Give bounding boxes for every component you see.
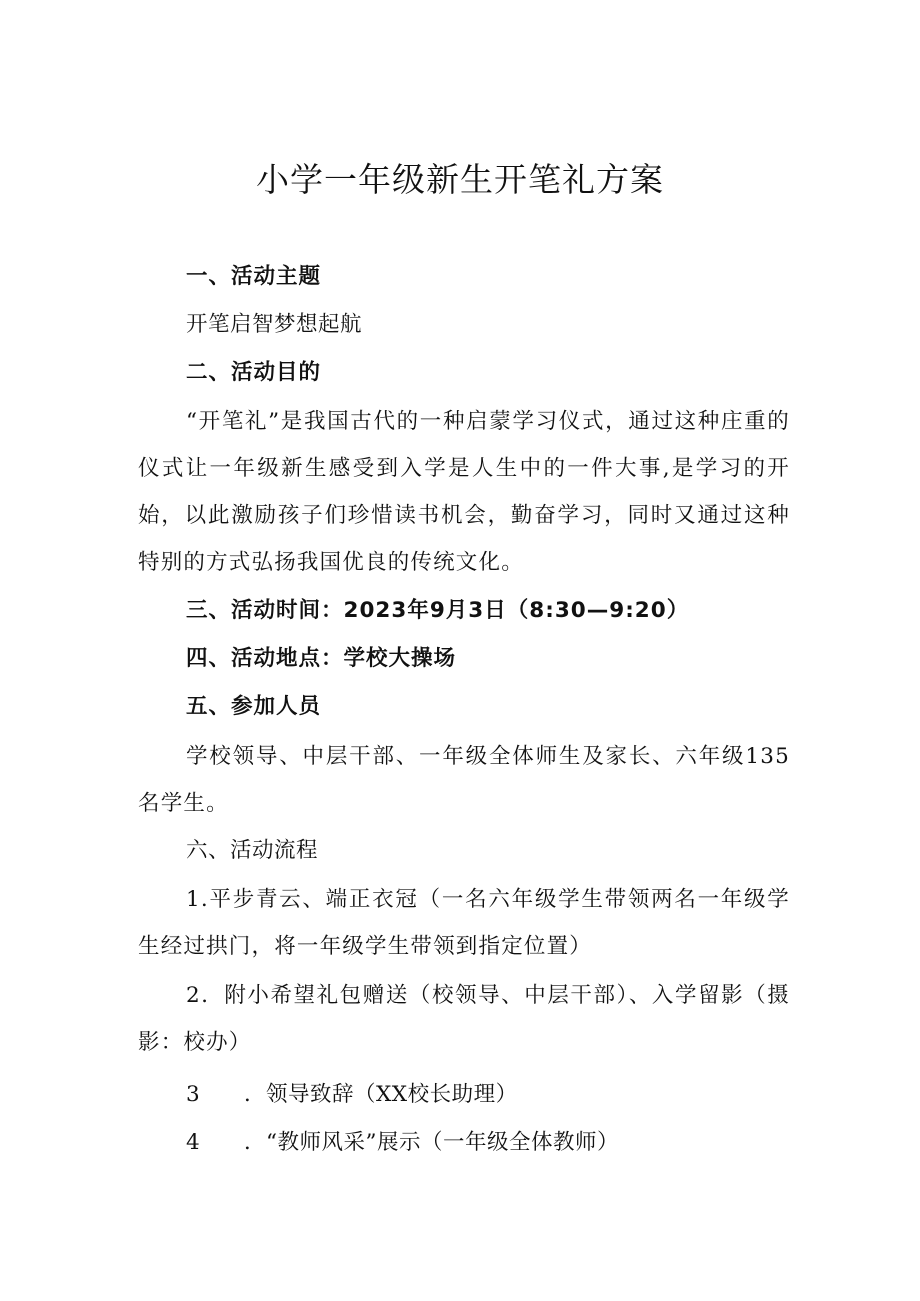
- section-content-participants: 学校领导、中层干部、一年级全体师生及家长、六年级135名学生。: [138, 744, 790, 816]
- process-step-1: 1.平步青云、端正衣冠（一名六年级学生带领两名一年级学生经过拱门，将一年级学生带领到指定位置）: [138, 887, 790, 959]
- section-content-theme: 开笔启智梦想起航: [186, 312, 363, 337]
- process-step-4: [186, 1127, 846, 1159]
- step-number: 4: [186, 1130, 201, 1155]
- step-text: ．领导致辞（XX校长助理）: [244, 1082, 518, 1107]
- section-heading-time: 三、活动时间：2023年9月3日（8:30—9:20）: [186, 598, 690, 623]
- section-heading-participants: 五、参加人员: [186, 694, 322, 719]
- section-heading-theme: 一、活动主题: [186, 264, 322, 289]
- section-heading-process: 六、活动流程: [186, 838, 319, 863]
- section-heading-purpose: 二、活动目的: [186, 360, 322, 385]
- document-title: 小学一年级新生开笔礼方案: [256, 160, 664, 199]
- process-step-3: [186, 1079, 846, 1111]
- step-text: ．“教师风采”展示（一年级全体教师）: [244, 1130, 619, 1155]
- process-step-2: 2．附小希望礼包赠送（校领导、中层干部）、入学留影（摄影：校办）: [138, 983, 790, 1055]
- section-content-purpose: “开笔礼”是我国古代的一种启蒙学习仪式，通过这种庄重的仪式让一年级新生感受到入学是人生中的一件大事,是学习的开始，以此激励孩子们珍惜读书机会，勤奋学习，同时又通过这种特别的方式弘扬我国优良的传统文化。: [138, 409, 790, 575]
- step-number: 3: [186, 1082, 201, 1107]
- section-heading-location: 四、活动地点：学校大操场: [186, 646, 457, 671]
